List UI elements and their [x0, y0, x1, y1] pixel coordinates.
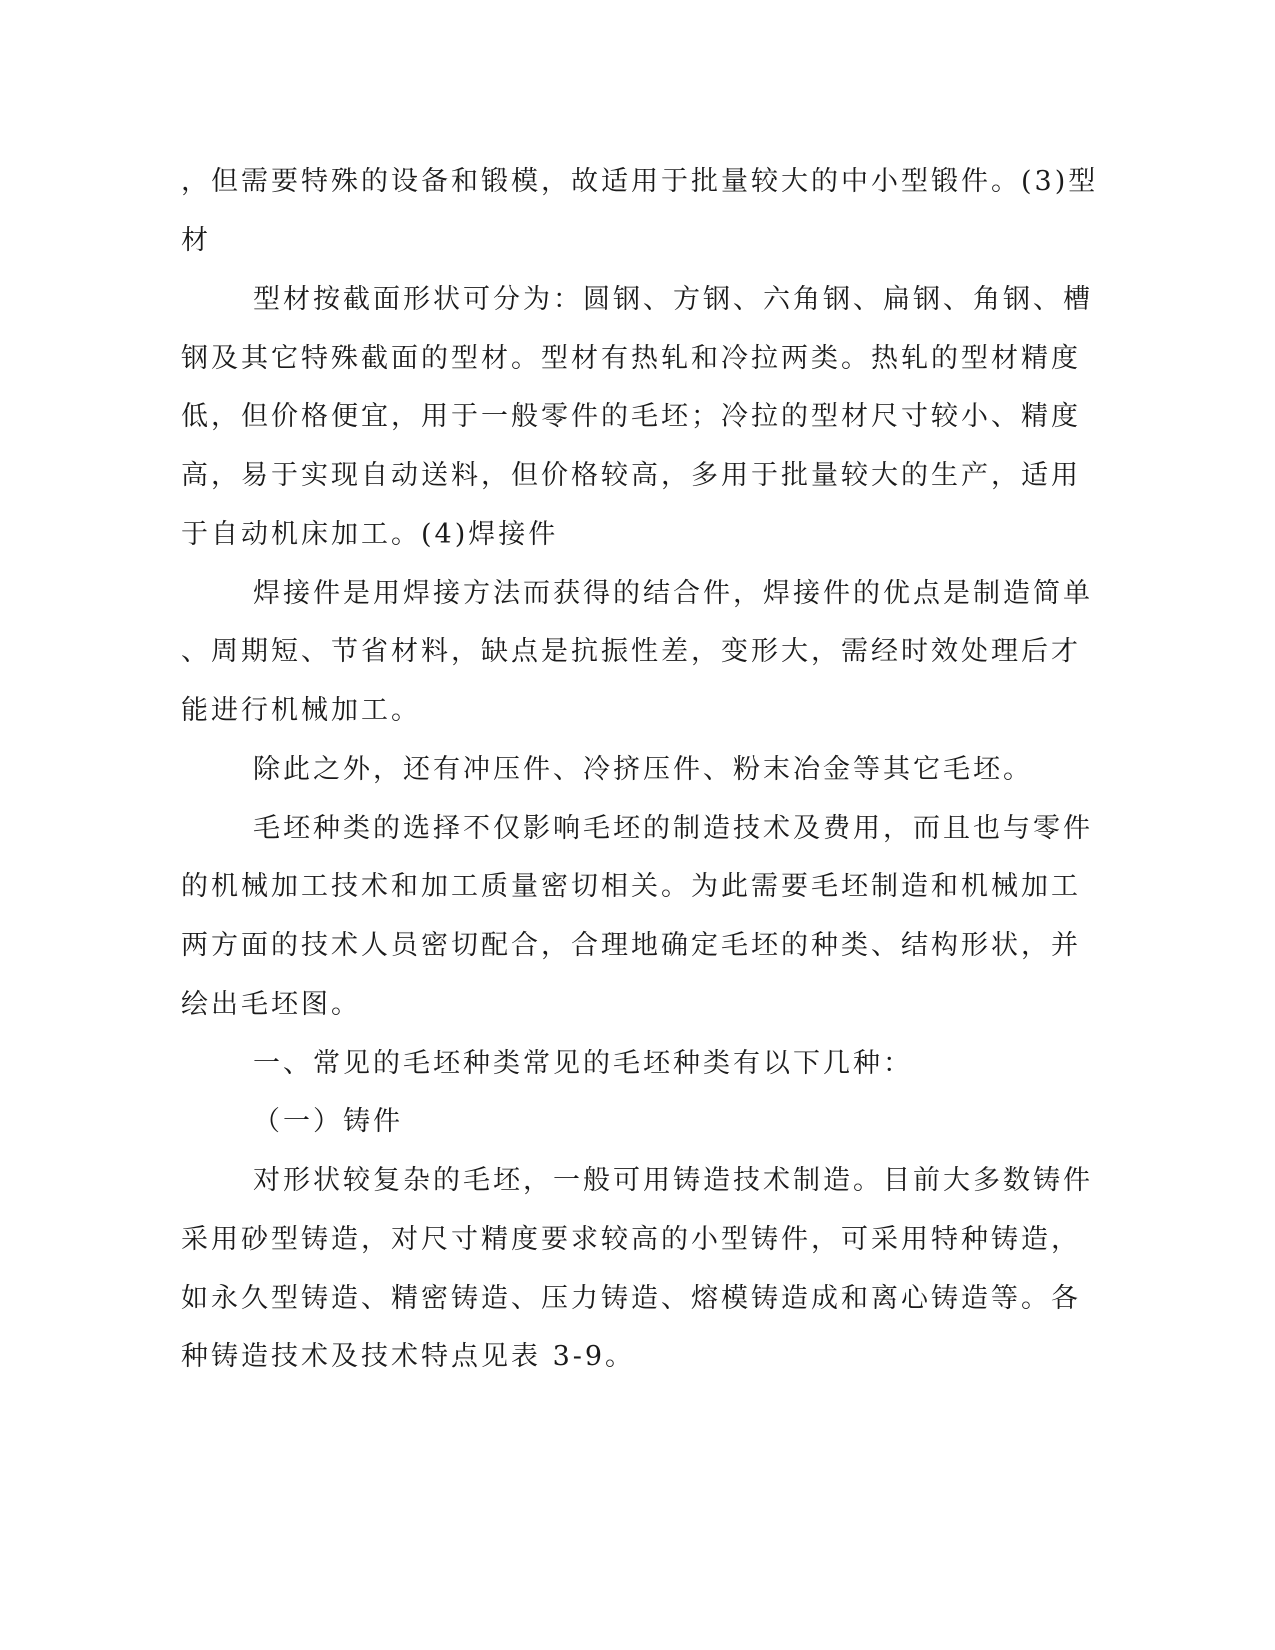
paragraph-line: 除此之外，还有冲压件、冷挤压件、粉末冶金等其它毛坯。 — [253, 754, 1033, 785]
text-line: 材 — [181, 225, 211, 256]
subsection-heading: （一）铸件 — [253, 1106, 403, 1137]
text-line: 两方面的技术人员密切配合，合理地确定毛坯的种类、结构形状，并 — [181, 930, 1081, 961]
text-line: ，但需要特殊的设备和锻模，故适用于批量较大的中小型锻件。(3)型 — [181, 166, 1099, 197]
text-line: 采用砂型铸造，对尺寸精度要求较高的小型铸件，可采用特种铸造， — [181, 1224, 1081, 1255]
paragraph-line: 对形状较复杂的毛坯，一般可用铸造技术制造。目前大多数铸件 — [253, 1165, 1093, 1196]
text-line: 、周期短、节省材料，缺点是抗振性差，变形大，需经时效处理后才 — [181, 636, 1081, 667]
paragraph-line: 毛坯种类的选择不仅影响毛坯的制造技术及费用，而且也与零件 — [253, 813, 1093, 844]
text-line: 如永久型铸造、精密铸造、压力铸造、熔模铸造成和离心铸造等。各 — [181, 1283, 1081, 1314]
text-line: 种铸造技术及技术特点见表 3-9。 — [181, 1341, 636, 1372]
text-line: 低，但价格便宜，用于一般零件的毛坯；冷拉的型材尺寸较小、精度 — [181, 401, 1081, 432]
text-line: 钢及其它特殊截面的型材。型材有热轧和冷拉两类。热轧的型材精度 — [181, 343, 1081, 374]
text-line: 于自动机床加工。(4)焊接件 — [181, 519, 559, 550]
paragraph-line: 焊接件是用焊接方法而获得的结合件，焊接件的优点是制造简单 — [253, 578, 1093, 609]
section-heading: 一、常见的毛坯种类常见的毛坯种类有以下几种： — [253, 1048, 913, 1079]
text-line: 能进行机械加工。 — [181, 695, 421, 726]
text-line: 绘出毛坯图。 — [181, 989, 361, 1020]
text-line: 高，易于实现自动送料，但价格较高，多用于批量较大的生产，适用 — [181, 460, 1081, 491]
text-line: 的机械加工技术和加工质量密切相关。为此需要毛坯制造和机械加工 — [181, 871, 1081, 902]
paragraph-line: 型材按截面形状可分为：圆钢、方钢、六角钢、扁钢、角钢、槽 — [253, 284, 1093, 315]
